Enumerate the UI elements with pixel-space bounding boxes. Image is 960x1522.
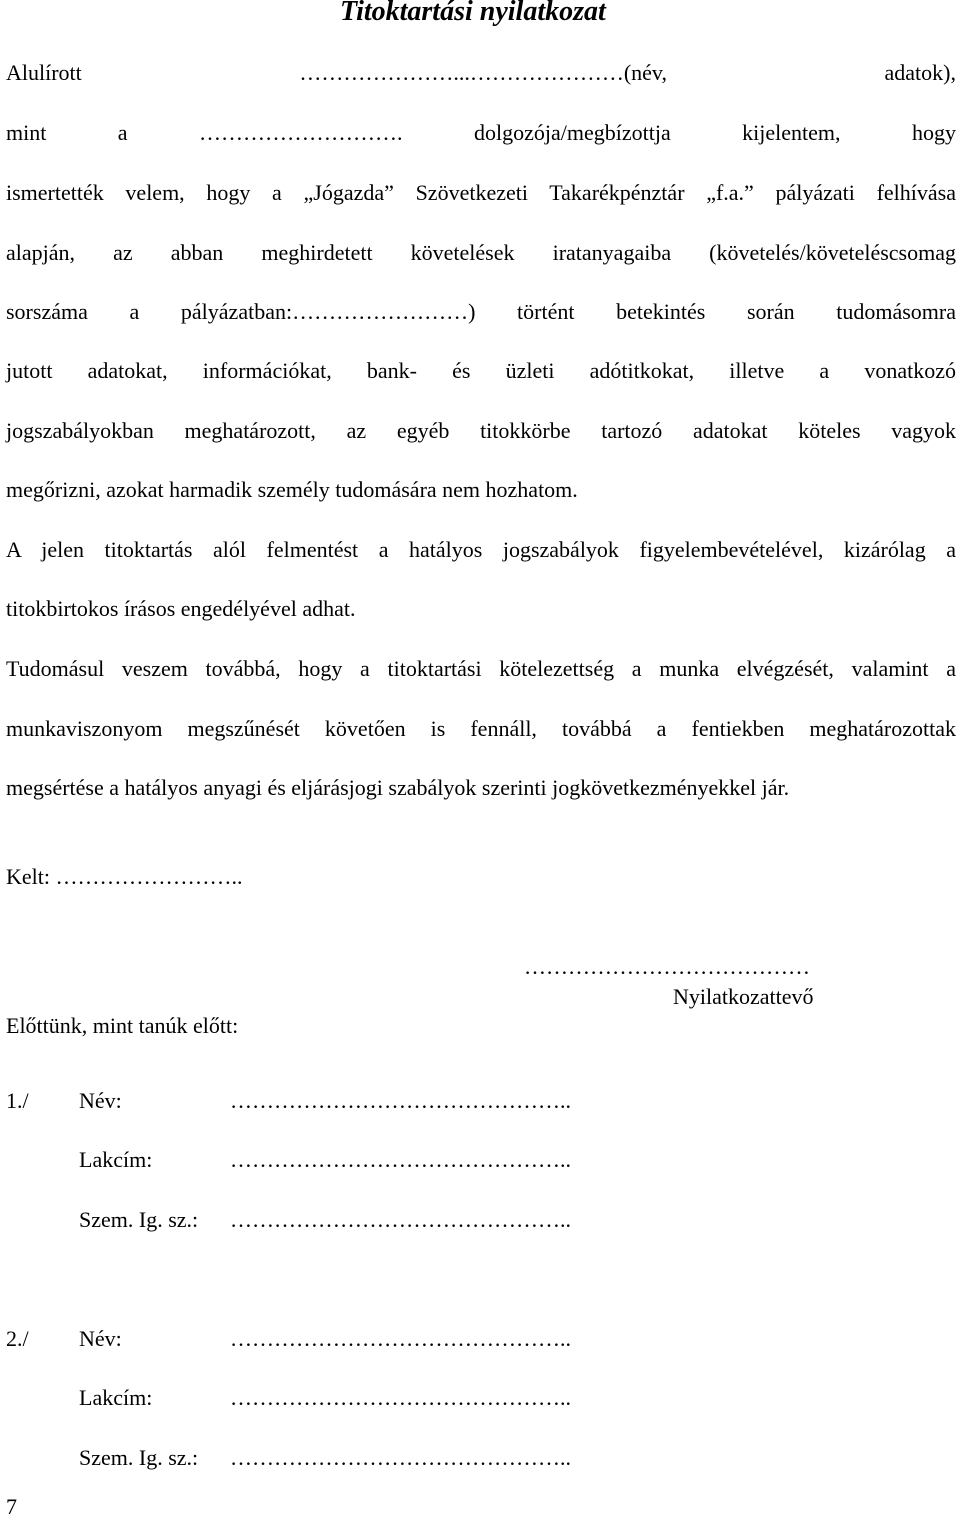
date-line: Kelt: ……………………..: [6, 864, 243, 889]
paragraph-line: jogszabályokban meghatározott, az egyéb titokkörbe tartozó adatokat köteles vagyok: [6, 418, 956, 443]
paragraph-line: titokbirtokos írásos engedélyével adhat.: [6, 596, 356, 621]
paragraph-line: ismertették velem, hogy a „Jógazda” Szövetkezeti Takarékpénztár „f.a.” pályázati felhívása: [6, 180, 956, 205]
paragraph-line: megsértése a hatályos anyagi és eljárásjogi szabályok szerinti jogkövetkezményekkel jár.: [6, 775, 790, 800]
witness-address-dots: ………………………………………..: [230, 1147, 571, 1172]
witness-address-dots: ………………………………………..: [230, 1385, 571, 1410]
witness-name-dots: ………………………………………..: [230, 1088, 571, 1113]
witness-name-label: Név:: [79, 1326, 122, 1351]
paragraph-line: A jelen titoktartás alól felmentést a hatályos jogszabályok figyelembevételével, kizárólag a: [6, 537, 956, 562]
paragraph-line: sorszáma a pályázatban:……………………) történt betekintés során tudomásomra: [6, 299, 956, 324]
witness-number: 1./: [6, 1088, 29, 1113]
witness-id-label: Szem. Ig. sz.:: [79, 1207, 199, 1232]
witness-name-dots: ………………………………………..: [230, 1326, 571, 1351]
witness-name-label: Név:: [79, 1088, 122, 1113]
paragraph-line: Tudomásul veszem továbbá, hogy a titoktartási kötelezettség a munka elvégzését, valamint a: [6, 656, 956, 681]
paragraph-line: alapján, az abban meghirdetett követelések iratanyagaiba (követelés/követeléscsomag: [6, 240, 956, 265]
paragraph-line: jutott adatokat, információkat, bank- és üzleti adótitkokat, illetve a vonatkozó: [6, 358, 956, 383]
paragraph-line: mint a ………………………. dolgozója/megbízottja kijelentem, hogy: [6, 120, 956, 145]
page-number: 7: [6, 1494, 17, 1519]
witness-id-dots: ………………………………………..: [230, 1207, 571, 1232]
document-title: Titoktartási nyilatkozat: [340, 0, 606, 27]
paragraph-line: megőrizni, azokat harmadik személy tudomására nem hozhatom.: [6, 477, 578, 502]
witness-address-label: Lakcím:: [79, 1147, 153, 1172]
paragraph-line: Alulírott …………………...…………………(név, adatok),: [6, 60, 956, 85]
witness-number: 2./: [6, 1326, 29, 1351]
signature-dots: …………………………………: [524, 954, 810, 979]
witness-address-label: Lakcím:: [79, 1385, 153, 1410]
paragraph-line: munkaviszonyom megszűnését követően is fennáll, továbbá a fentiekben meghatározottak: [6, 716, 956, 741]
signature-label: Nyilatkozattevő: [673, 984, 814, 1009]
witnesses-label: Előttünk, mint tanúk előtt:: [6, 1013, 239, 1038]
witness-id-label: Szem. Ig. sz.:: [79, 1445, 199, 1470]
witness-id-dots: ………………………………………..: [230, 1445, 571, 1470]
